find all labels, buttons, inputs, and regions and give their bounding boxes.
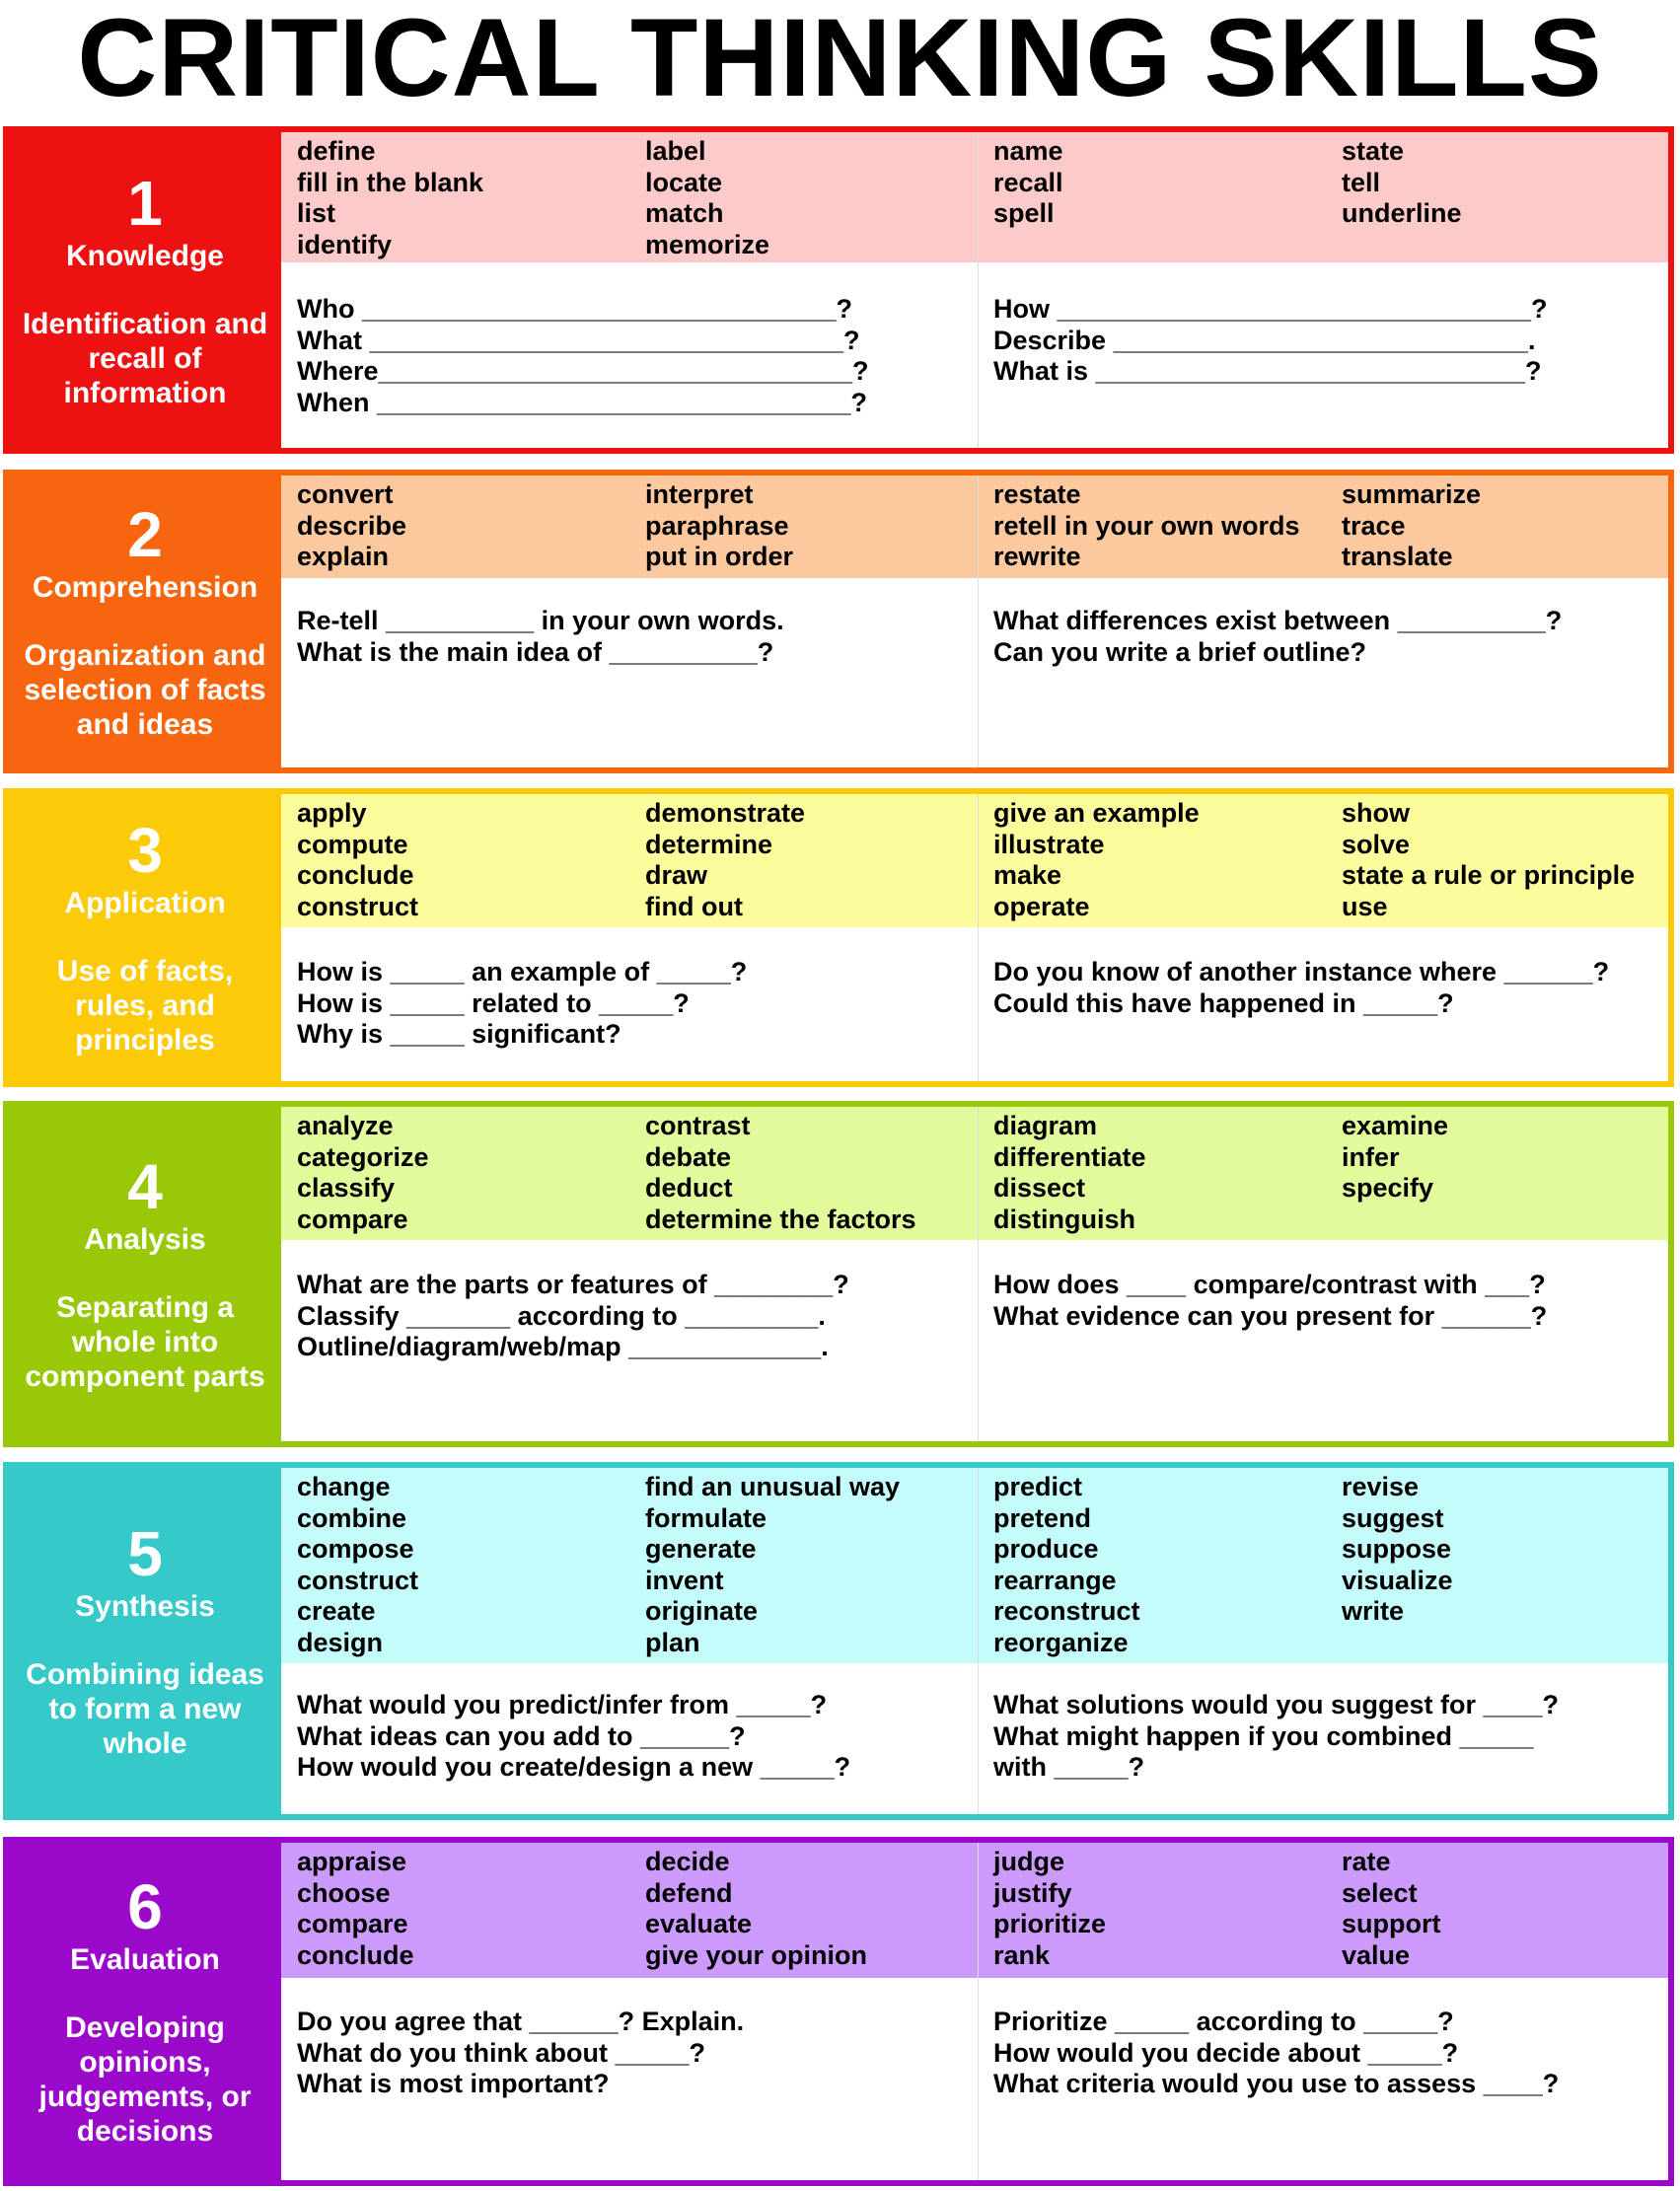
verb-item: demonstrate <box>645 798 806 828</box>
question-item: How is _____ related to _____? <box>297 987 690 1018</box>
verb-item: dissect <box>993 1173 1086 1203</box>
verb-item: create <box>297 1596 376 1626</box>
verb-item: formulate <box>645 1502 767 1533</box>
verb-column <box>1342 479 1668 578</box>
question-column <box>297 2007 993 2100</box>
verb-item: categorize <box>297 1141 429 1172</box>
verb-item: revise <box>1342 1472 1420 1501</box>
verb-item: make <box>993 860 1062 890</box>
verb-item: infer <box>1342 1141 1400 1172</box>
verb-item: support <box>1342 1909 1441 1938</box>
level-name: Application <box>64 887 226 919</box>
verb-item: compose <box>297 1534 414 1564</box>
verb-item: construct <box>297 891 419 921</box>
question-item: How ________________________________? <box>993 294 1548 324</box>
level-name: Analysis <box>84 1223 206 1256</box>
verb-item: convert <box>297 479 394 509</box>
verb-item: restate <box>993 479 1081 509</box>
level-description: Organization and selection of facts and ideas <box>24 638 266 741</box>
question-item: What criteria would you use to assess ____? <box>993 2069 1560 2098</box>
question-item: Outline/diagram/web/map _____________. <box>297 1332 829 1361</box>
question-column <box>297 606 993 668</box>
level-content <box>281 1843 1668 2180</box>
level-number: 4 <box>127 1151 163 1222</box>
verb-item: define <box>297 136 376 166</box>
question-column <box>993 294 1668 418</box>
verb-item: judge <box>993 1847 1064 1876</box>
verb-item: identify <box>297 229 393 259</box>
question-item: How would you decide about _____? <box>993 2037 1459 2068</box>
verb-item: value <box>1342 1939 1411 1970</box>
verb-column <box>645 1111 993 1240</box>
level-description: Separating a whole into component parts <box>25 1291 265 1393</box>
verb-column <box>993 1472 1342 1663</box>
verb-item: put in order <box>645 542 793 571</box>
level-content <box>281 1107 1668 1441</box>
verb-column <box>297 1111 645 1240</box>
level-content <box>281 794 1668 1081</box>
verb-item: paraphrase <box>645 510 789 541</box>
verb-item: underline <box>1342 198 1462 228</box>
verb-column <box>993 1847 1342 1978</box>
verb-item: originate <box>645 1596 759 1626</box>
verb-list <box>281 1468 1668 1663</box>
verb-column <box>645 1847 993 1978</box>
verb-item: state a rule or principle <box>1342 860 1636 890</box>
verb-item: find out <box>645 891 743 921</box>
level-name: Knowledge <box>65 239 224 272</box>
verb-column <box>1342 1111 1668 1240</box>
question-column <box>297 1690 993 1784</box>
question-item: Describe ____________________________. <box>993 325 1536 355</box>
question-column <box>993 1270 1668 1363</box>
verb-item: construct <box>297 1565 419 1595</box>
level-number: 2 <box>127 498 163 570</box>
level-4-section <box>3 1101 1674 1447</box>
level-number: 6 <box>127 1871 163 1942</box>
verb-item: determine the factors <box>645 1204 916 1234</box>
level-content <box>281 475 1668 767</box>
question-column <box>993 2007 1668 2100</box>
question-item: What is most important? <box>297 2069 610 2098</box>
level-5-section <box>3 1462 1674 1820</box>
verb-item: locate <box>645 167 723 197</box>
verb-item: show <box>1342 798 1411 828</box>
verb-item: suppose <box>1342 1534 1452 1564</box>
level-label-panel <box>9 1843 281 2180</box>
level-label-panel <box>9 1107 281 1441</box>
page-title: CRITICAL THINKING SKILLS <box>77 0 1603 119</box>
verb-item: conclude <box>297 1939 414 1970</box>
question-item: What ________________________________? <box>297 325 860 355</box>
level-name: Synthesis <box>75 1590 215 1623</box>
verb-item: prioritize <box>993 1909 1107 1938</box>
verb-column <box>993 479 1342 578</box>
verb-item: spell <box>993 198 1055 228</box>
verb-item: label <box>645 136 706 166</box>
level-label-panel <box>9 475 281 767</box>
verb-column <box>297 1472 645 1663</box>
verb-item: translate <box>1342 542 1453 571</box>
question-column <box>993 957 1668 1051</box>
question-item: What ideas can you add to ______? <box>297 1720 746 1751</box>
question-item: When ________________________________? <box>297 387 867 417</box>
level-label-panel <box>9 794 281 1081</box>
verb-item: combine <box>297 1502 407 1533</box>
question-item: Could this have happened in _____? <box>993 987 1454 1018</box>
question-prompts <box>281 2007 1668 2100</box>
level-content <box>281 1468 1668 1814</box>
question-item: How would you create/design a new _____? <box>297 1752 851 1782</box>
question-item: What is _____________________________? <box>993 356 1542 386</box>
verb-item: analyze <box>297 1111 394 1140</box>
verb-item: compare <box>297 1909 408 1938</box>
question-item: What solutions would you suggest for ____? <box>993 1690 1560 1719</box>
question-item: How is _____ an example of _____? <box>297 957 748 986</box>
question-item: Can you write a brief outline? <box>993 636 1367 667</box>
level-name: Comprehension <box>32 570 258 604</box>
question-prompts <box>281 294 1668 418</box>
verb-item: examine <box>1342 1111 1449 1140</box>
verb-column <box>993 136 1342 262</box>
verb-item: give an example <box>993 798 1200 828</box>
verb-column <box>645 798 993 927</box>
verb-item: choose <box>297 1877 391 1908</box>
verb-item: decide <box>645 1847 730 1876</box>
verb-column <box>1342 798 1668 927</box>
verb-column <box>1342 136 1668 262</box>
level-1-section <box>3 126 1674 454</box>
verb-item: contrast <box>645 1111 751 1140</box>
verb-item: evaluate <box>645 1909 753 1938</box>
verb-item: classify <box>297 1173 396 1203</box>
verb-item: explain <box>297 542 390 571</box>
verb-column <box>297 479 645 578</box>
verb-list <box>281 1107 1668 1240</box>
question-item: Where________________________________? <box>297 356 869 386</box>
verb-item: distinguish <box>993 1204 1135 1234</box>
verb-item: suggest <box>1342 1502 1444 1533</box>
verb-item: recall <box>993 167 1063 197</box>
level-2-section <box>3 470 1674 773</box>
verb-item: use <box>1342 891 1388 921</box>
verb-item: apply <box>297 798 367 828</box>
verb-column <box>297 136 645 262</box>
verb-item: illustrate <box>993 829 1105 859</box>
question-prompts <box>281 957 1668 1051</box>
verb-item: tell <box>1342 167 1381 197</box>
verb-column <box>645 1472 993 1663</box>
verb-item: pretend <box>993 1502 1092 1533</box>
verb-item: match <box>645 198 724 228</box>
verb-column <box>645 136 993 262</box>
verb-item: state <box>1342 136 1405 166</box>
verb-item: interpret <box>645 479 754 509</box>
verb-item: compute <box>297 829 408 859</box>
question-item: What is the main idea of __________? <box>297 636 774 667</box>
verb-item: describe <box>297 510 407 541</box>
verb-list <box>281 794 1668 927</box>
verb-item: give your opinion <box>645 1939 868 1970</box>
question-item: How does ____ compare/contrast with ___? <box>993 1270 1546 1299</box>
verb-item: summarize <box>1342 479 1482 509</box>
level-description: Use of facts, rules, and principles <box>56 955 234 1057</box>
verb-item: find an unusual way <box>645 1472 901 1501</box>
question-item: Why is _____ significant? <box>297 1019 621 1049</box>
question-item: What would you predict/infer from _____? <box>297 1690 828 1719</box>
level-name: Evaluation <box>70 1943 220 1976</box>
level-number: 3 <box>127 815 163 886</box>
question-item: Prioritize _____ according to _____? <box>993 2007 1454 2036</box>
level-description: Combining ideas to form a new whole <box>26 1658 264 1760</box>
verb-item: appraise <box>297 1847 407 1876</box>
question-column <box>993 606 1668 668</box>
question-column <box>993 1690 1668 1784</box>
verb-item: defend <box>645 1877 733 1908</box>
level-label-panel <box>9 1468 281 1814</box>
verb-item: design <box>297 1627 384 1657</box>
verb-list <box>281 475 1668 578</box>
verb-item: visualize <box>1342 1565 1453 1595</box>
question-item: What differences exist between __________? <box>993 606 1563 635</box>
level-3-section <box>3 788 1674 1087</box>
level-6-section <box>3 1837 1674 2186</box>
verb-item: rate <box>1342 1847 1391 1876</box>
verb-item: diagram <box>993 1111 1098 1140</box>
question-item: Re-tell __________ in your own words. <box>297 606 784 635</box>
question-column <box>297 957 993 1051</box>
verb-item: retell in your own words <box>993 510 1300 541</box>
question-prompts <box>281 606 1668 668</box>
question-item: What might happen if you combined _____ <box>993 1720 1534 1751</box>
level-label-panel <box>9 132 281 448</box>
level-number: 1 <box>127 167 163 239</box>
level-description: Identification and recall of information <box>22 307 268 409</box>
verb-item: trace <box>1342 510 1406 541</box>
verb-list <box>281 132 1668 262</box>
verb-item: compare <box>297 1204 408 1234</box>
verb-item: list <box>297 198 336 228</box>
verb-item: predict <box>993 1472 1083 1501</box>
verb-item: fill in the blank <box>297 167 484 197</box>
verb-item: generate <box>645 1534 757 1564</box>
verb-column <box>993 1111 1342 1240</box>
verb-item: operate <box>993 891 1090 921</box>
question-item: What do you think about _____? <box>297 2037 706 2068</box>
question-item: What are the parts or features of ________? <box>297 1270 849 1299</box>
question-item: with _____? <box>993 1752 1145 1782</box>
verb-item: reconstruct <box>993 1596 1140 1626</box>
verb-item: conclude <box>297 860 414 890</box>
verb-item: deduct <box>645 1173 733 1203</box>
verb-item: rank <box>993 1939 1051 1970</box>
verb-column <box>645 479 993 578</box>
level-content <box>281 132 1668 448</box>
verb-list <box>281 1843 1668 1978</box>
verb-item: invent <box>645 1565 724 1595</box>
verb-column <box>1342 1847 1668 1978</box>
verb-item: memorize <box>645 229 770 259</box>
verb-item: plan <box>645 1627 700 1657</box>
verb-item: differentiate <box>993 1141 1146 1172</box>
verb-column <box>1342 1472 1668 1663</box>
question-prompts <box>281 1270 1668 1363</box>
verb-item: rearrange <box>993 1565 1117 1595</box>
verb-item: reorganize <box>993 1627 1129 1657</box>
verb-item: change <box>297 1472 391 1501</box>
verb-column <box>297 1847 645 1978</box>
verb-column <box>297 798 645 927</box>
verb-item: specify <box>1342 1173 1434 1203</box>
level-number: 5 <box>127 1518 163 1589</box>
level-description: Developing opinions, judgements, or decisions <box>38 2011 252 2148</box>
question-column <box>297 294 993 418</box>
verb-column <box>993 798 1342 927</box>
question-item: Do you know of another instance where ______? <box>993 957 1610 986</box>
question-item: Do you agree that ______? Explain. <box>297 2007 745 2036</box>
verb-item: solve <box>1342 829 1411 859</box>
question-item: Classify _______ according to _________. <box>297 1300 826 1331</box>
question-prompts <box>281 1690 1668 1784</box>
question-column <box>297 1270 993 1363</box>
verb-item: write <box>1342 1596 1405 1626</box>
verb-item: produce <box>993 1534 1099 1564</box>
verb-item: name <box>993 136 1063 166</box>
verb-item: debate <box>645 1141 732 1172</box>
verb-item: rewrite <box>993 542 1081 571</box>
question-item: What evidence can you present for ______? <box>993 1300 1548 1331</box>
verb-item: select <box>1342 1877 1418 1908</box>
verb-item: determine <box>645 829 773 859</box>
question-item: Who ________________________________? <box>297 294 852 324</box>
verb-item: justify <box>993 1877 1072 1908</box>
verb-item: draw <box>645 860 708 890</box>
